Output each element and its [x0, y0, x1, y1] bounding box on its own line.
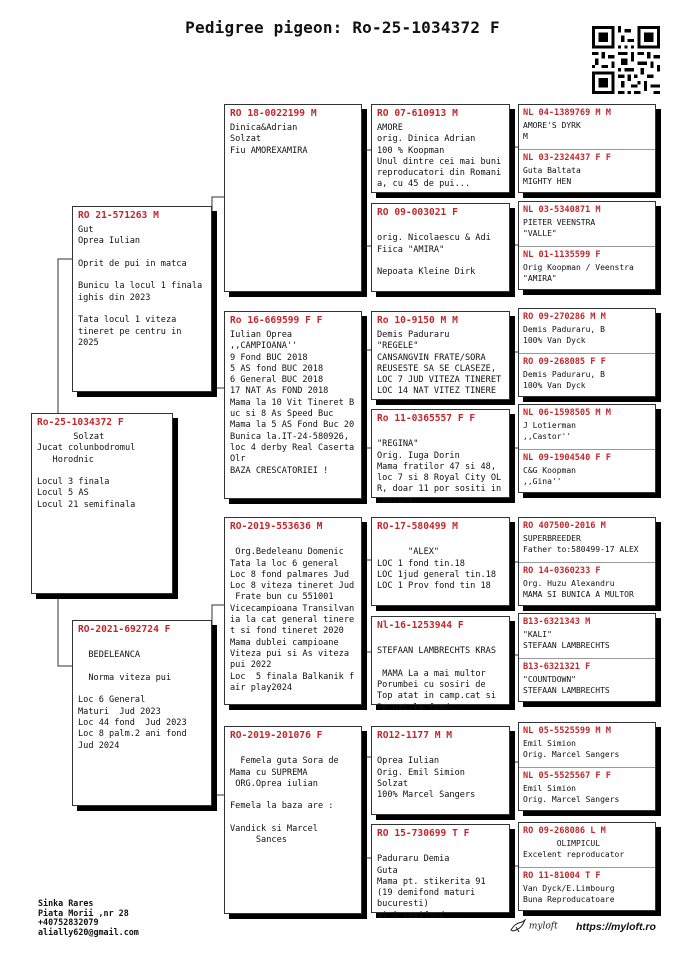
great-grandparent-notes: Paduraru Demia Guta Mama pt. stikerita 91 (19 demifond maturi bucuresti) si 8 semifond ... [377, 854, 486, 921]
great-grandparent-ring: Ro 11-0365557 F F [377, 413, 476, 424]
father-ring: RO 21-571263 M [78, 210, 159, 221]
ancestor-pair-card [518, 613, 656, 702]
grandparent-card [224, 311, 362, 499]
grandparent-card [224, 517, 362, 705]
great-grandparent-card [371, 824, 510, 921]
ancestor-ring: RO 407500-2016 M [523, 521, 606, 531]
ancestor-notes: Van Dyck/E.Limbourg Buna Reproducatoare [523, 884, 615, 904]
grandparent-card [224, 104, 362, 292]
great-grandparent-notes: STEFAAN LAMBRECHTS KRAS MAMA La a mai multor Porumbei cu sosiri de Top atat in camp.cat si Pe nat.la fond... [377, 646, 496, 713]
mother-ring: RO-2021-692724 F [78, 624, 171, 635]
ancestor-ring: NL 05-5525599 M M [523, 726, 611, 736]
ancestor-pair-card [518, 308, 656, 397]
subject-ring: Ro-25-1034372 F [37, 417, 124, 428]
pigeon-icon [510, 919, 526, 933]
ancestor-notes: SUPERBREEDER Father to:580499-17 ALEX [523, 534, 639, 554]
ancestor-notes: C&G Koopman ,,Gina'' [523, 466, 576, 486]
father-card [72, 206, 212, 392]
grandparent-ring: RO 18-0022199 M [230, 108, 317, 119]
ancestor-notes: Demis Paduraru, B 100% Van Dyck [523, 370, 605, 390]
website-link[interactable]: https://myloft.ro [576, 921, 656, 933]
ancestor-notes: J Lotierman ,,Castor'' [523, 421, 576, 441]
ancestor-ring: B13-6321343 M [523, 617, 591, 627]
great-grandparent-card [371, 616, 510, 713]
great-grandparent-notes: "ALEX" LOC 1 fond tin.18 LOC 1jud general tin.18 LOC 1 Prov fond tin 18 [377, 547, 496, 592]
great-grandparent-ring: RO 15-730699 T F [377, 828, 470, 839]
grandparent-notes: Dinica&Adrian Solzat Fiu AMOREXAMIRA [230, 123, 308, 156]
subject-notes: Solzat Jucat colunbodromul Horodnic Locul 3 finala Locul 5 AS Locul 21 semifinala [37, 432, 136, 510]
logo-text: myloft [528, 921, 558, 932]
ancestor-ring: B13-6321321 F [523, 662, 591, 672]
ancestor-ring: NL 05-5525567 F F [523, 771, 611, 781]
great-grandparent-card [371, 517, 510, 606]
ancestor-pair-card [518, 404, 656, 493]
mother-card [72, 620, 212, 806]
ancestor-ring: NL 03-2324437 F F [523, 153, 611, 163]
ancestor-ring: NL 01-1135599 F [523, 250, 601, 260]
great-grandparent-notes: orig. Nicolaescu & Adi Fiica "AMIRA" Nepoata Kleine Dirk [377, 233, 491, 278]
ancestor-ring: RO 09-270286 M M [523, 312, 606, 322]
ancestor-ring: NL 09-1904540 F F [523, 453, 611, 463]
grandparent-ring: RO-2019-201076 F [230, 730, 323, 741]
ancestor-ring: RO 09-268086 L M [523, 826, 606, 836]
owner-contact [38, 899, 139, 937]
great-grandparent-notes: Demis Paduraru "REGELE" CANSANGVIN FRATE/SORA REUSESTE SA SE CLASEZE, LOC 7 JUD VITEZA TINERET LOC 14 NAT VITEZ TINERE [377, 330, 502, 397]
great-grandparent-card [371, 203, 510, 292]
owner-phone: +40752832079 [38, 917, 99, 928]
ancestor-notes: Guta Baltata MIGHTY HEN [523, 166, 581, 186]
ancestor-notes: "KALI" STEFAAN LAMBRECHTS [523, 630, 610, 650]
mother-notes: BEDELEANCA Norma viteza pui Loc 6 General Maturi Jud 2023 Loc 44 fond Jud 2023 Loc 8 palm.2 ani fond Jud 2024 [78, 650, 187, 751]
ancestor-notes: Emil Simion Orig. Marcel Sangers [523, 739, 620, 759]
ancestor-notes: "COUNTDOWN" STEFAAN LAMBRECHTS [523, 675, 610, 695]
ancestor-notes: Demis Paduraru, B 100% Van Dyck [523, 325, 605, 345]
grandparent-notes: Femela guta Sora de Mama cu SUPREMA ORG.Oprea iulian Femela la baza are : Vandick si Marcel Sances [230, 756, 339, 846]
ancestor-pair-card [518, 517, 656, 606]
great-grandparent-card [371, 409, 510, 506]
ancestor-notes: AMORE'S DYRK M [523, 121, 581, 141]
ancestor-ring: RO 11-81004 T F [523, 871, 601, 881]
ancestor-ring: NL 03-5340871 M [523, 205, 601, 215]
great-grandparent-notes: Oprea Iulian Orig. Emil Simion Solzat 100% Marcel Sangers [377, 756, 476, 801]
great-grandparent-ring: Ro 10-9150 M M [377, 315, 458, 326]
grandparent-ring: Ro 16-669599 F F [230, 315, 323, 326]
ancestor-pair-card [518, 104, 656, 193]
great-grandparent-ring: RO 07-610913 M [377, 108, 458, 119]
great-grandparent-ring: RO 09-003021 F [377, 207, 458, 218]
grandparent-ring: RO-2019-553636 M [230, 521, 323, 532]
ancestor-notes: Org. Huzu Alexandru MAMA SI BUNICA A MULTOR [523, 579, 634, 599]
ancestor-pair-card [518, 722, 656, 811]
ancestor-notes: Orig Koopman / Veenstra "AMIRA" [523, 263, 634, 283]
ancestor-ring: NL 04-1389769 M M [523, 108, 611, 118]
ancestor-notes: PIETER VEENSTRA "VALLE" [523, 218, 596, 238]
great-grandparent-notes: AMORE orig. Dinica Adrian 100 % Koopman Unul dintre cei mai buni reproducatori din Romani a, cu 45 de pui... [377, 123, 502, 190]
great-grandparent-card [371, 311, 510, 400]
ancestor-ring: RO 14-0360233 F [523, 566, 601, 576]
owner-address: Piata Morii ,nr 28 [38, 907, 129, 918]
page-title: Pedigree pigeon: Ro-25-1034372 F [185, 18, 500, 37]
great-grandparent-card [371, 104, 510, 193]
ancestor-pair-card [518, 201, 656, 290]
ancestor-ring: RO 09-268085 F F [523, 357, 606, 367]
ancestor-notes: OLIMPICUL Excelent reproducator [523, 839, 625, 859]
great-grandparent-ring: RO-17-580499 M [377, 521, 458, 532]
grandparent-card [224, 726, 362, 914]
owner-name: Sinka Rares [38, 898, 94, 908]
ancestor-ring: NL 06-1598505 M M [523, 408, 611, 418]
great-grandparent-notes: "REGINA" Orig. Iuga Dorin Mama fratilor 47 si 48, loc 7 si 8 Royal City OL R, doar 11 por sositi in concurs... [377, 439, 502, 506]
owner-email: alially620@gmail.com [38, 926, 139, 937]
great-grandparent-card [371, 726, 510, 815]
ancestor-notes: Emil Simion Orig. Marcel Sangers [523, 784, 620, 804]
myloft-logo [510, 919, 558, 933]
great-grandparent-ring: Nl-16-1253944 F [377, 620, 464, 631]
subject-card [31, 413, 173, 594]
grandparent-notes: Iulian Oprea ,,CAMPIOANA'' 9 Fond BUC 2018 5 AS fond BUC 2018 6 General BUC 2018 17 NAT As FOND 2018 Mama la 10 Vit Tineret B uc si 8 As Speed Buc Mama la 5 AS Fond Buc 20 Bunica la.IT-24-580926, loc 4 derby Real Caserta Olr BAZA CRESCATORIEI ! [230, 330, 355, 476]
grandparent-notes: Org.Bedeleanu Domenic Tata la loc 6 general Loc 8 fond palmares Jud Loc 8 viteza tineret Jud Frate bun cu 551001 Vicecampioana Transilvan ia la cat general tinere t si fond tineret 2020 Mama dublei campioane Viteza pui si As viteza pui 2022 Loc 5 finala Balkanik f air play2024 [230, 547, 355, 693]
ancestor-pair-card [518, 822, 656, 911]
great-grandparent-ring: RO12-1177 M M [377, 730, 453, 741]
father-notes: Gut Oprea Iulian Oprit de pui in matca Bunicu la locul 1 finala ighis din 2023 Tata locul 1 viteza tineret pe centru in 2025 [78, 225, 203, 348]
